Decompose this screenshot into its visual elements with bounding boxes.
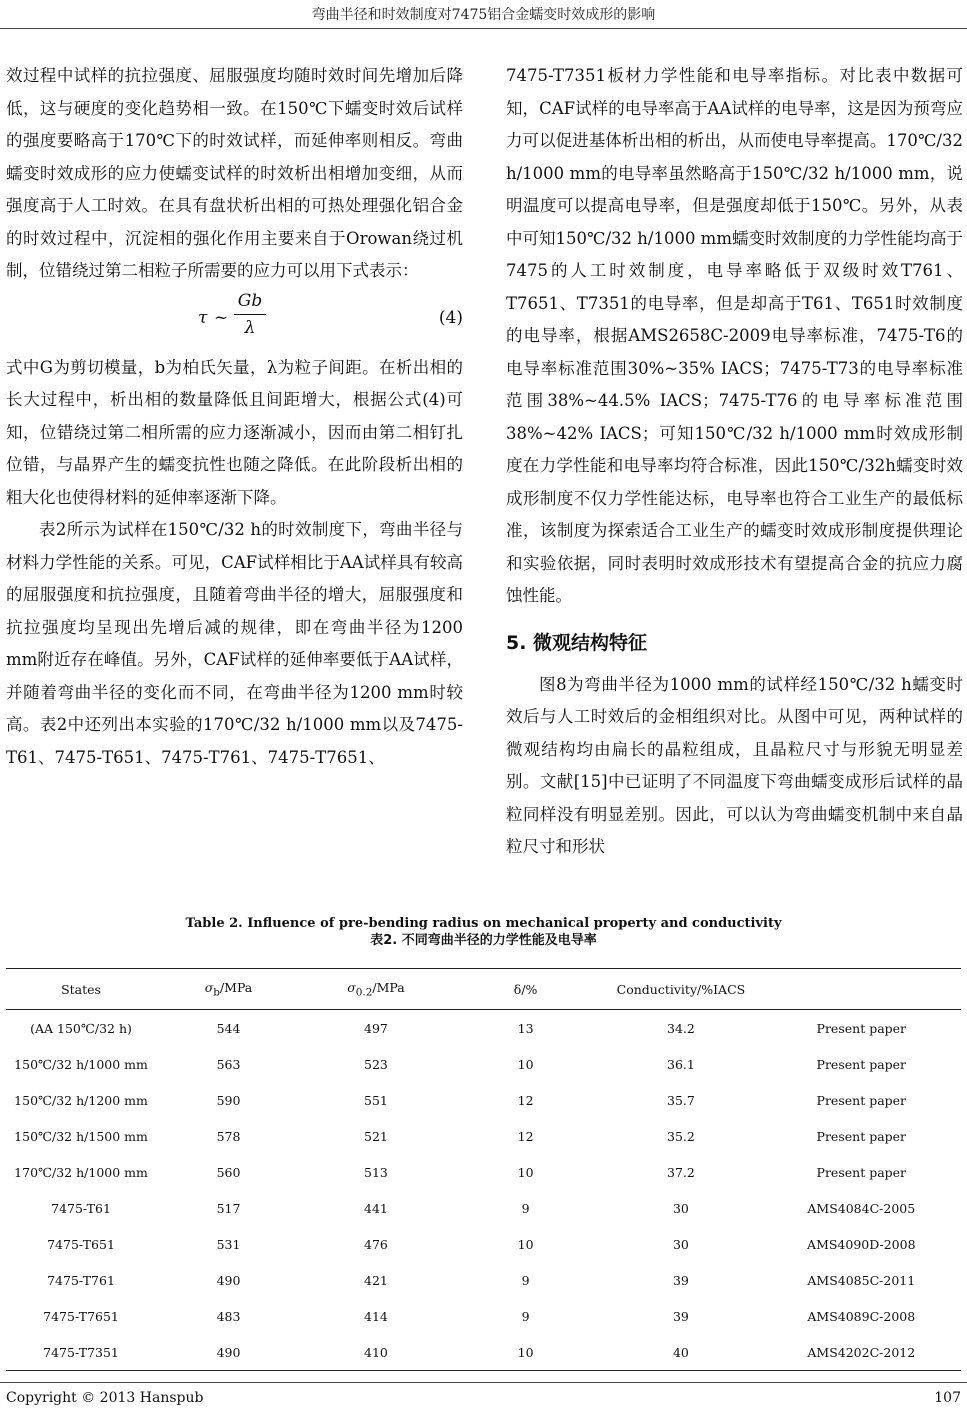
cell-source: AMS4084C-2005 bbox=[807, 1200, 916, 1216]
sigma-b-symbol: σ bbox=[204, 979, 214, 995]
sigma-b-subscript: b bbox=[213, 986, 220, 999]
left-paragraph-2: 式中G为剪切模量，b为柏氏矢量，λ为粒子间距。在析出相的长大过程中，析出相的数量降低且间距增大，根据公式(4)可知，位错绕过第二相所需的应力逐渐减小，因而由第二相钉扎位错，与晶界产生的蠕变抗性也随之降低。在此阶段析出相的粗大化也使得材料的延伸率逐渐下降。 bbox=[6, 357, 463, 507]
cell-source: Present paper bbox=[816, 1020, 907, 1036]
header-delta: δ/% bbox=[513, 981, 538, 997]
cell-source: AMS4085C-2011 bbox=[807, 1272, 916, 1288]
cell-elongation: 9 bbox=[521, 1272, 530, 1288]
cell-tensile-strength: 490 bbox=[216, 1344, 241, 1360]
header-sigma-b bbox=[156, 969, 301, 1010]
left-paragraph-3: 表2所示为试样在150℃/32 h的时效制度下，弯曲半径与材料力学性能的关系。可见，CAF试样相比于AA试样具有较高的屈服强度和抗拉强度，且随着弯曲半径的增大，屈服强度和抗拉强度均呈现出先增后减的规律，即在弯曲半径为1200 mm附近存在峰值。另外，CAF试样的延伸率要低于AA试样，并随着弯曲半径的变化而不同，在弯曲半径为1200 mm时较高。表2中还列出本实验的170℃/32 h/1000 mm以及7475-T61、7475-T651、7475-T761、7475-T7651、 bbox=[6, 520, 463, 767]
cell-elongation: 12 bbox=[517, 1128, 534, 1144]
cell-conductivity: 39 bbox=[672, 1272, 689, 1288]
table-caption-zh: 表2. 不同弯曲半径的力学性能及电导率 bbox=[370, 933, 597, 948]
cell-tensile-strength: 490 bbox=[216, 1272, 241, 1288]
cell-state: 170℃/32 h/1000 mm bbox=[14, 1164, 148, 1180]
sigma-02-unit: /MPa bbox=[372, 979, 405, 995]
cell-state: 7475-T61 bbox=[51, 1200, 111, 1216]
section-heading: 5. 微观结构特征 bbox=[506, 631, 648, 654]
equation-4 bbox=[6, 288, 463, 352]
cell-source: AMS4090D-2008 bbox=[807, 1236, 916, 1252]
cell-elongation: 10 bbox=[517, 1344, 534, 1360]
cell-yield-strength: 521 bbox=[364, 1128, 388, 1144]
cell-elongation: 9 bbox=[521, 1200, 530, 1216]
table-row bbox=[6, 1118, 961, 1154]
cell-source: AMS4089C-2008 bbox=[807, 1308, 916, 1324]
cell-yield-strength: 513 bbox=[364, 1164, 388, 1180]
cell-tensile-strength: 483 bbox=[216, 1308, 241, 1324]
cell-conductivity: 35.7 bbox=[667, 1092, 695, 1108]
table-header-row bbox=[6, 969, 961, 1010]
header-divider bbox=[0, 28, 967, 29]
page-number: 107 bbox=[934, 1390, 961, 1406]
cell-conductivity: 30 bbox=[672, 1200, 689, 1216]
header-sigma-02 bbox=[301, 969, 451, 1010]
cell-state: 150℃/32 h/1200 mm bbox=[14, 1092, 148, 1108]
cell-yield-strength: 410 bbox=[364, 1344, 388, 1360]
cell-state: 7475-T7651 bbox=[43, 1308, 119, 1324]
cell-conductivity: 30 bbox=[672, 1236, 689, 1252]
cell-yield-strength: 421 bbox=[364, 1272, 388, 1288]
sigma-02-symbol: σ bbox=[347, 979, 356, 995]
cell-conductivity: 39 bbox=[672, 1308, 689, 1324]
formula-numerator: Gb bbox=[234, 288, 266, 315]
cell-state: (AA 150℃/32 h) bbox=[30, 1020, 132, 1036]
table-row bbox=[6, 1154, 961, 1190]
copyright: Copyright © 2013 Hanspub bbox=[6, 1390, 204, 1406]
formula-denominator: λ bbox=[244, 317, 256, 338]
cell-conductivity: 35.2 bbox=[667, 1128, 695, 1144]
cell-yield-strength: 497 bbox=[364, 1020, 388, 1036]
cell-yield-strength: 551 bbox=[364, 1092, 388, 1108]
cell-state: 7475-T7351 bbox=[43, 1344, 119, 1360]
header-states: States bbox=[61, 981, 101, 997]
cell-elongation: 10 bbox=[517, 1236, 534, 1252]
cell-yield-strength: 523 bbox=[364, 1056, 388, 1072]
cell-source: AMS4202C-2012 bbox=[807, 1344, 916, 1360]
table-caption bbox=[0, 915, 967, 949]
cell-yield-strength: 414 bbox=[364, 1308, 388, 1324]
cell-elongation: 10 bbox=[517, 1056, 534, 1072]
cell-tensile-strength: 563 bbox=[216, 1056, 241, 1072]
right-paragraph-1: 7475-T7351板材力学性能和电导率指标。对比表中数据可知，CAF试样的电导率高于AA试样的电导率，这是因为预弯应力可以促进基体析出相的析出，从而使电导率提高。170℃/32 h/1000 mm的电导率虽然略高于150℃/32 h/1000 mm，说明温度可以提高电导率，但是强度却低于150℃。另外，从表中可知150℃/32 h/1000 mm蠕变时效制度的力学性能均高于7475的人工时效制度，电导率略低于双级时效T761、T7651、T7351的电导率，但是却高于T61、T651时效制度的电导率，根据AMS2658C-2009电导率标准，7475-T6的电导率标准范围30%~35% IACS；7475-T73的电导率标准范围38%~44.5% IACS；7475-T76的电导率标准范围38%~42% IACS；可知150℃/32 h/1000 mm时效成形制度在力学性能和电导率均符合标准，因此150℃/32h蠕变时效成形制度不仅力学性能达标，电导率也符合工业生产的最低标准，该制度为探索适合工业生产的蠕变时效成形制度提供理论和实验依据，同时表明时效成形技术有望提高合金的抗应力腐蚀性能。 bbox=[506, 66, 963, 605]
table-caption-en: Table 2. Influence of pre-bending radius on mechanical property and conductivity bbox=[185, 916, 782, 931]
cell-state: 150℃/32 h/1500 mm bbox=[14, 1128, 148, 1144]
table-row bbox=[6, 1190, 961, 1226]
cell-source: Present paper bbox=[816, 1092, 907, 1108]
right-column bbox=[506, 60, 963, 864]
cell-tensile-strength: 531 bbox=[216, 1236, 241, 1252]
cell-tensile-strength: 517 bbox=[216, 1200, 241, 1216]
cell-tensile-strength: 578 bbox=[216, 1128, 241, 1144]
cell-yield-strength: 441 bbox=[364, 1200, 388, 1216]
cell-source: Present paper bbox=[816, 1056, 907, 1072]
left-paragraph-1: 效过程中试样的抗拉强度、屈服强度均随时效时间先增加后降低，这与硬度的变化趋势相一致。在150℃下蠕变时效后试样的强度要略高于170℃下的时效试样，而延伸率则相反。弯曲蠕变时效成形的应力使蠕变试样的时效析出相增加变细，从而强度高于人工时效。在具有盘状析出相的可热处理强化铝合金的时效过程中，沉淀相的强化作用主要来自于Orowan绕过机制，位错绕过第二相粒子所需要的应力可以用下式表示： bbox=[6, 66, 463, 280]
cell-state: 7475-T761 bbox=[47, 1272, 115, 1288]
sigma-b-unit: /MPa bbox=[219, 979, 253, 995]
formula-fraction bbox=[234, 288, 266, 341]
cell-tensile-strength: 560 bbox=[216, 1164, 241, 1180]
cell-tensile-strength: 590 bbox=[216, 1092, 241, 1108]
table-row bbox=[6, 1334, 961, 1371]
header-conductivity: Conductivity/%IACS bbox=[616, 981, 746, 997]
cell-conductivity: 36.1 bbox=[667, 1056, 695, 1072]
cell-source: Present paper bbox=[816, 1128, 907, 1144]
cell-conductivity: 37.2 bbox=[667, 1164, 695, 1180]
table-row bbox=[6, 1082, 961, 1118]
left-column bbox=[6, 60, 463, 774]
cell-conductivity: 40 bbox=[672, 1344, 689, 1360]
formula-relation: ~ bbox=[214, 307, 229, 328]
table-row bbox=[6, 1226, 961, 1262]
cell-elongation: 10 bbox=[517, 1164, 534, 1180]
header-source bbox=[762, 969, 961, 1010]
cell-state: 7475-T651 bbox=[47, 1236, 115, 1252]
cell-source: Present paper bbox=[816, 1164, 907, 1180]
cell-elongation: 12 bbox=[517, 1092, 534, 1108]
running-header: 弯曲半径和时效制度对7475铝合金蠕变时效成形的影响 bbox=[311, 7, 656, 23]
table-body bbox=[6, 1010, 961, 1371]
table-row bbox=[6, 1010, 961, 1047]
cell-yield-strength: 476 bbox=[364, 1236, 388, 1252]
cell-tensile-strength: 544 bbox=[216, 1020, 241, 1036]
equation-number: (4) bbox=[438, 307, 463, 328]
cell-conductivity: 34.2 bbox=[667, 1020, 695, 1036]
cell-elongation: 9 bbox=[521, 1308, 530, 1324]
footer-divider bbox=[0, 1382, 967, 1383]
cell-elongation: 13 bbox=[517, 1020, 534, 1036]
cell-state: 150℃/32 h/1000 mm bbox=[14, 1056, 148, 1072]
properties-table bbox=[6, 968, 961, 1371]
table-row bbox=[6, 1298, 961, 1334]
sigma-02-subscript: 0.2 bbox=[355, 986, 373, 999]
right-paragraph-2: 图8为弯曲半径为1000 mm的试样经150℃/32 h蠕变时效后与人工时效后的金相组织对比。从图中可见，两种试样的微观结构均由扁长的晶粒组成，且晶粒尺寸与形貌无明显差别。文献[15]中已证明了不同温度下弯曲蠕变成形后试样的晶粒同样没有明显差别。因此，可以认为弯曲蠕变机制中来自晶粒尺寸和形状 bbox=[506, 674, 963, 856]
formula-lhs: τ bbox=[198, 307, 208, 328]
table-row bbox=[6, 1046, 961, 1082]
table-row bbox=[6, 1262, 961, 1298]
